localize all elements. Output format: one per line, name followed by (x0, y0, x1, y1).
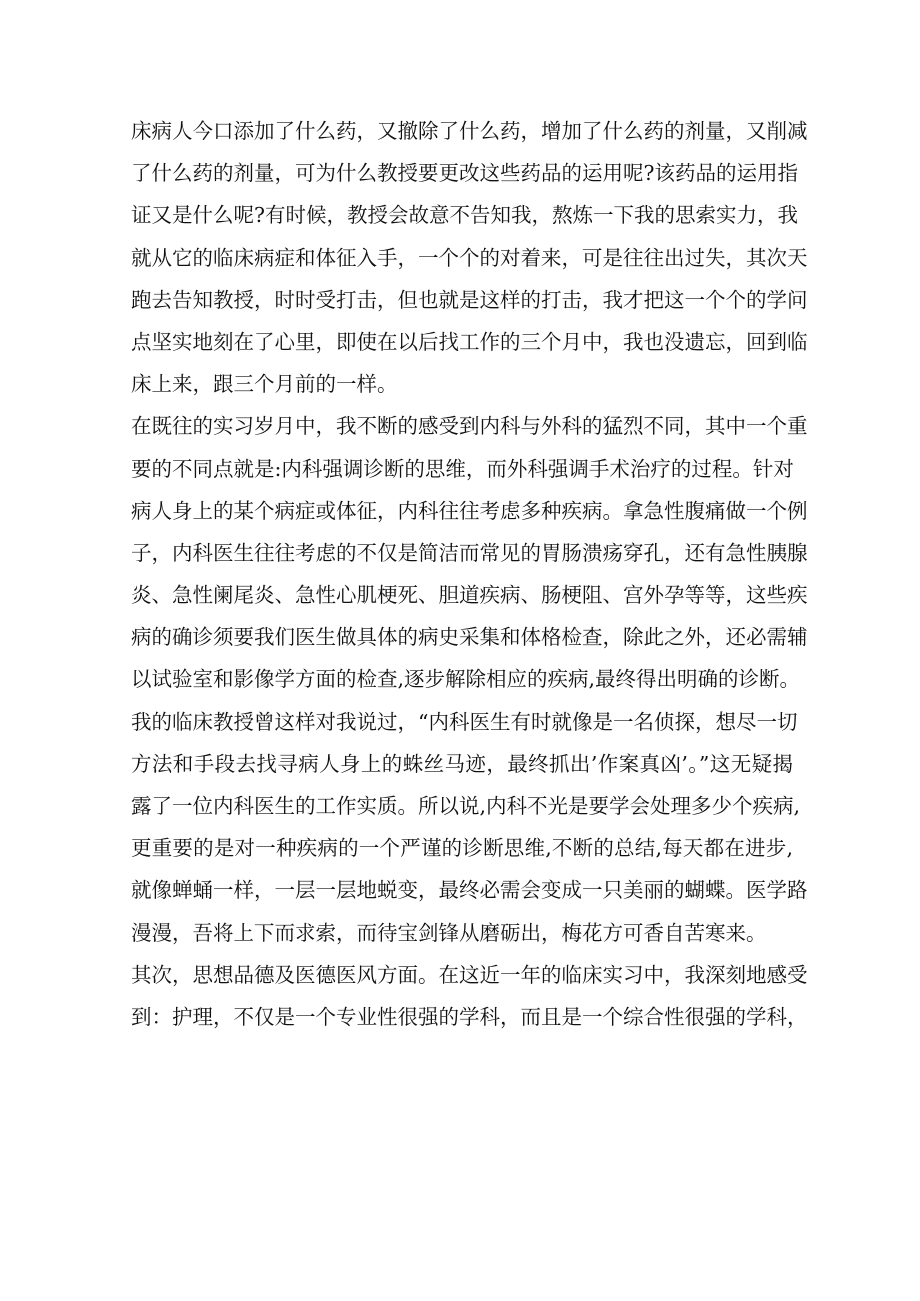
text-line: 点坚实地刻在了心里，即使在以后找工作的三个月中，我也没遗忘，回到临 (131, 329, 808, 354)
text-line: 以试验室和影像学方面的检查,逐步解除相应的疾病,最终得出明确的诊断。 (131, 667, 801, 692)
paragraph-3 (131, 954, 808, 1038)
text-line: 床上来，跟三个月前的一样。 (131, 372, 398, 397)
text-line: 床病人今口添加了什么药，又撤除了什么药，增加了什么药的剂量，又削减 (131, 119, 808, 143)
text-line: 了什么药的剂量，可为什么教授要更改这些药品的运用呢?该药品的运用指 (131, 161, 798, 186)
text-line: 露了一位内科医生的工作实质。所以说,内科不光是要学会处理多少个疾病, (131, 794, 801, 818)
text-line: 跑去告知教授，时时受打击，但也就是这样的打击，我才把这一个个的学问 (131, 287, 808, 312)
text-line: 我的临床教授曾这样对我说过，“内科医生有时就像是一名侦探，想尽一切 (131, 709, 798, 734)
text-line: 漫漫，吾将上下而求索，而待宝剑锋从磨砺出，梅花方可香自苦寒来。 (131, 920, 767, 945)
text-line: 病人身上的某个病症或体征，内科往往考虑多种疾病。拿急性腹痛做一个例 (131, 498, 808, 523)
paragraph-2 (131, 405, 808, 953)
text-line: 在既往的实习岁月中，我不断的感受到内科与外科的猛烈不同，其中一个重 (131, 414, 808, 439)
text-line: 就像蝉蛹一样，一层一层地蜕变，最终必需会变成一只美丽的蝴蝶。医学路 (131, 878, 808, 903)
text-line: 到：护理，不仅是一个专业性很强的学科，而且是一个综合性很强的学科， (131, 1004, 808, 1029)
document-body (131, 110, 808, 1038)
paragraph-1 (131, 110, 808, 405)
text-line: 子，内科医生往往考虑的不仅是简洁而常见的胃肠溃疡穿孔，还有急性胰腺 (131, 540, 808, 565)
text-line: 病的确诊须要我们医生做具体的病史采集和体格检查，除此之外，还必需辅 (131, 625, 808, 650)
text-line: 炎、急性阑尾炎、急性心肌梗死、胆道疾病、肠梗阻、宫外孕等等，这些疾 (131, 583, 808, 608)
text-line: 其次，思想品德及医德医风方面。在这近一年的临床实习中，我深刻地感受 (131, 962, 808, 987)
text-line: 更重要的是对一种疾病的一个严谨的诊断思维,不断的总结,每天都在进步, (131, 836, 793, 861)
text-line: 方法和手段去找寻病人身上的蛛丝马迹，最终抓出’作案真凶’。”这无疑揭 (131, 751, 793, 776)
text-line: 就从它的临床病症和体征入手，一个个的对着来，可是往往出过失，其次天 (131, 245, 808, 270)
text-line: 要的不同点就是:内科强调诊断的思维，而外科强调手术治疗的过程。针对 (131, 456, 794, 481)
text-line: 证又是什么呢?有时候，教授会故意不告知我，熬炼一下我的思索实力，我 (131, 203, 798, 228)
